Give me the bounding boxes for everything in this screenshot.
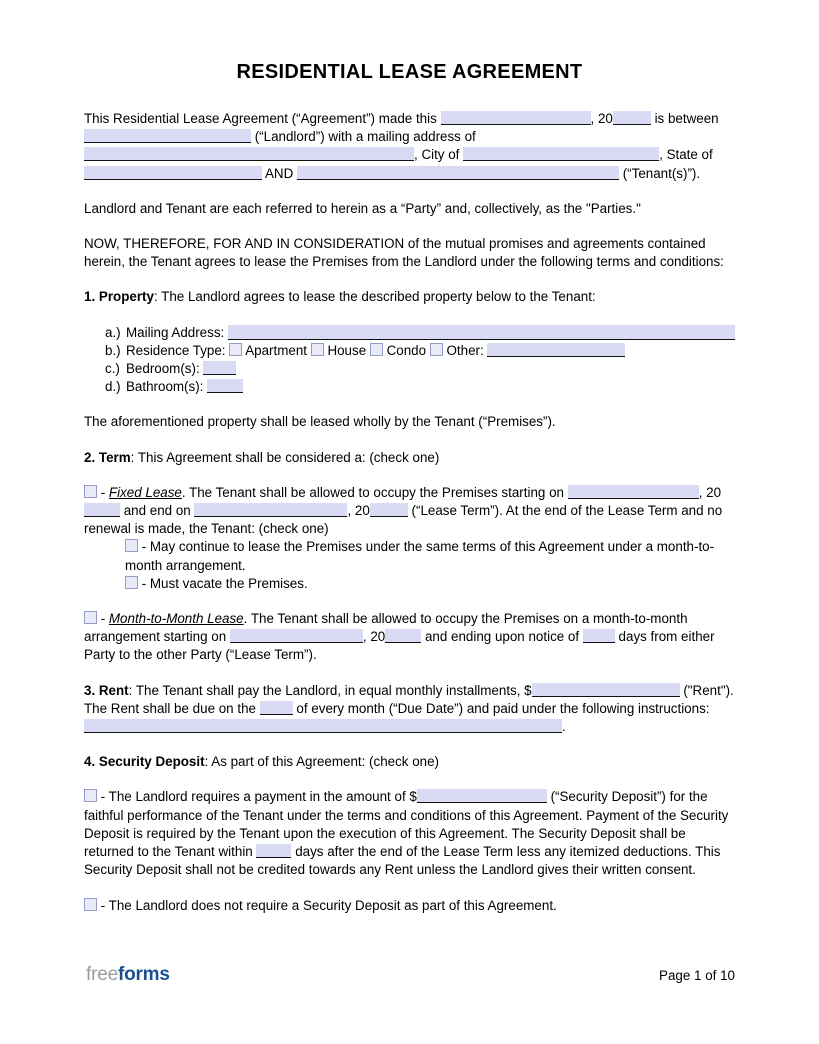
text-run: Landlord and Tenant are each referred to herein as a “Party” and, collectively, as the "Parties." <box>84 200 641 216</box>
text-run: Condo <box>382 342 430 358</box>
residence-other-checkbox[interactable] <box>430 343 443 356</box>
section-heading: 1. Property <box>84 289 154 305</box>
payment-instructions-field[interactable] <box>84 719 562 733</box>
text-run: of every month (“Due Date”) and paid under the following instructions: <box>292 700 710 716</box>
text-run: AND <box>262 165 297 181</box>
intro-paragraph <box>84 110 735 183</box>
text-run: NOW, THEREFORE, FOR AND IN CONSIDERATION of the mutual promises and agreements contained herein, the Tenant agrees to lease the Premises from the Landlord under the following terms and conditions: <box>84 236 724 270</box>
text-run: days from either Party to the other Party (“Lease Term”). <box>84 629 715 663</box>
city-field[interactable] <box>463 147 659 161</box>
fixed-lease-option-continue <box>125 538 735 574</box>
text-run: : This Agreement shall be considered a: (check one) <box>130 449 440 465</box>
bathrooms-field[interactable] <box>207 379 243 393</box>
freeforms-logo <box>86 964 170 986</box>
page-number: Page 1 of 10 <box>659 968 735 983</box>
text-run: - The Landlord does not require a Security Deposit as part of this Agreement. <box>97 897 557 913</box>
text-run: . <box>562 719 566 735</box>
property-item-bathrooms <box>105 378 735 396</box>
logo-forms-text: forms <box>117 964 170 985</box>
month-to-month-paragraph <box>84 610 735 665</box>
text-run: Mailing Address: <box>126 324 228 340</box>
premises-paragraph <box>84 413 735 431</box>
month-to-month-checkbox[interactable] <box>84 611 97 624</box>
text-run: (“Security Deposit”) for the faithful performance of the Tenant under the terms and conditions of this Agreement. Payment of the Security Deposit is required by the Tenant upon the execution of this Agreement. The Security Deposit shall be returned to the Tenant within <box>84 789 729 860</box>
text-run: , City of <box>414 147 464 163</box>
property-item-bedrooms <box>105 360 735 378</box>
text-run: , 20 <box>362 629 386 645</box>
document-title: RESIDENTIAL LEASE AGREEMENT <box>236 61 583 83</box>
landlord-mailing-address-field[interactable] <box>84 147 414 161</box>
rent-amount-field[interactable] <box>532 683 680 697</box>
landlord-name-field[interactable] <box>84 129 251 143</box>
property-item-mailing-address <box>105 324 735 342</box>
section-heading: 3. Rent <box>84 682 129 698</box>
lease-type-label: Fixed Lease <box>108 484 182 500</box>
residence-apartment-checkbox[interactable] <box>229 343 242 356</box>
text-run: and ending upon notice of <box>421 629 583 645</box>
logo-free-text: free <box>86 964 118 985</box>
deposit-return-days-field[interactable] <box>256 844 291 858</box>
residence-other-field[interactable] <box>487 343 625 357</box>
no-security-deposit-checkbox[interactable] <box>84 898 97 911</box>
residence-condo-checkbox[interactable] <box>370 343 383 356</box>
text-run: Other: <box>442 342 488 358</box>
rent-paragraph <box>84 682 735 737</box>
text-run: - May continue to lease the Premises under the same terms of this Agreement under a month-to-month arrangement. <box>125 539 715 573</box>
term-heading-paragraph <box>84 449 735 467</box>
text-run: : As part of this Agreement: (check one) <box>204 754 440 770</box>
text-run: - The Landlord requires a payment in the amount of $ <box>97 789 417 805</box>
text-run: Bathroom(s): <box>126 379 208 395</box>
text-run: Residence Type: <box>126 342 230 358</box>
property-item-residence-type-body <box>126 342 735 360</box>
state-field[interactable] <box>84 166 262 180</box>
security-deposit-amount-field[interactable] <box>417 789 547 803</box>
text-run: , 20 <box>347 503 370 519</box>
text-run: - <box>97 484 109 500</box>
fixed-lease-option-vacate <box>125 575 735 593</box>
fixed-end-date-field[interactable] <box>194 503 347 517</box>
text-run: (“Lease Term”). At the end of the Lease Term and no renewal is made, the Tenant: (check one) <box>84 503 723 537</box>
must-vacate-checkbox[interactable] <box>125 576 138 589</box>
consideration-paragraph <box>84 235 735 271</box>
m2m-start-date-field[interactable] <box>230 629 363 643</box>
text-run: The aforementioned property shall be leased wholly by the Tenant (“Premises”). <box>84 414 556 430</box>
property-item-bathrooms-label: d.) <box>105 379 121 395</box>
text-run: . The Tenant shall be allowed to occupy the Premises on a month-to-month arrangement starting on <box>84 611 688 645</box>
property-item-bedrooms-body <box>126 360 735 378</box>
property-heading-paragraph <box>84 288 735 306</box>
property-item-mailing-address-label: a.) <box>105 324 121 340</box>
text-run: - <box>97 611 109 627</box>
property-address-field[interactable] <box>228 325 735 340</box>
bedrooms-field[interactable] <box>203 361 236 375</box>
fixed-start-date-field[interactable] <box>568 485 699 499</box>
security-required-paragraph <box>84 788 735 879</box>
fixed-lease-paragraph <box>84 484 735 539</box>
text-run: - Must vacate the Premises. <box>138 575 308 591</box>
rent-due-day-field[interactable] <box>260 701 293 715</box>
fixed-lease-checkbox[interactable] <box>84 485 97 498</box>
text-run: , 20 <box>698 484 722 500</box>
property-item-mailing-address-body <box>126 324 735 342</box>
text-run: (“Landlord”) with a mailing address of <box>251 129 476 145</box>
property-item-residence-type-label: b.) <box>105 342 121 358</box>
document-content <box>84 110 735 915</box>
section-heading: 2. Term <box>84 449 131 465</box>
text-run: House <box>323 342 370 358</box>
residence-house-checkbox[interactable] <box>311 343 324 356</box>
may-continue-checkbox[interactable] <box>125 539 138 552</box>
security-heading-paragraph <box>84 753 735 771</box>
text-run: This Residential Lease Agreement (“Agreement”) made this <box>84 111 441 126</box>
property-item-bathrooms-body <box>126 378 735 396</box>
text-run: Apartment <box>242 342 311 358</box>
agreement-year-field[interactable] <box>613 111 651 125</box>
fixed-start-year-field[interactable] <box>84 503 120 517</box>
text-run: (“Tenant(s)”). <box>618 165 701 181</box>
section-heading: 4. Security Deposit <box>84 754 205 770</box>
parties-paragraph <box>84 200 735 218</box>
text-run: days after the end of the Lease Term less any itemized deductions. This Security Deposit shall not be credited towards any Rent unless the Landlord gives their written consent. <box>84 844 721 878</box>
text-run: Bedroom(s): <box>126 361 204 377</box>
text-run: is between <box>650 111 719 126</box>
text-run: : The Landlord agrees to lease the described property below to the Tenant: <box>153 289 596 305</box>
agreement-date-field[interactable] <box>441 111 591 125</box>
text-run: : The Tenant shall pay the Landlord, in equal monthly installments, $ <box>128 682 532 698</box>
fixed-end-year-field[interactable] <box>370 503 408 517</box>
text-run: , 20 <box>590 111 613 126</box>
page-footer <box>86 964 735 986</box>
text-run: and end on <box>120 503 195 519</box>
m2m-start-year-field[interactable] <box>385 629 421 643</box>
text-run: , State of <box>659 147 713 163</box>
tenant-name-field[interactable] <box>297 166 619 180</box>
property-item-residence-type <box>105 342 735 360</box>
text-run: . The Tenant shall be allowed to occupy the Premises starting on <box>181 484 568 500</box>
security-required-checkbox[interactable] <box>84 789 97 802</box>
lease-type-label: Month-to-Month Lease <box>108 611 244 627</box>
text-run: ("Rent"). The Rent shall be due on the <box>84 682 734 716</box>
notice-days-field[interactable] <box>583 629 615 643</box>
security-not-required-paragraph <box>84 897 735 915</box>
property-item-bedrooms-label: c.) <box>105 361 120 377</box>
